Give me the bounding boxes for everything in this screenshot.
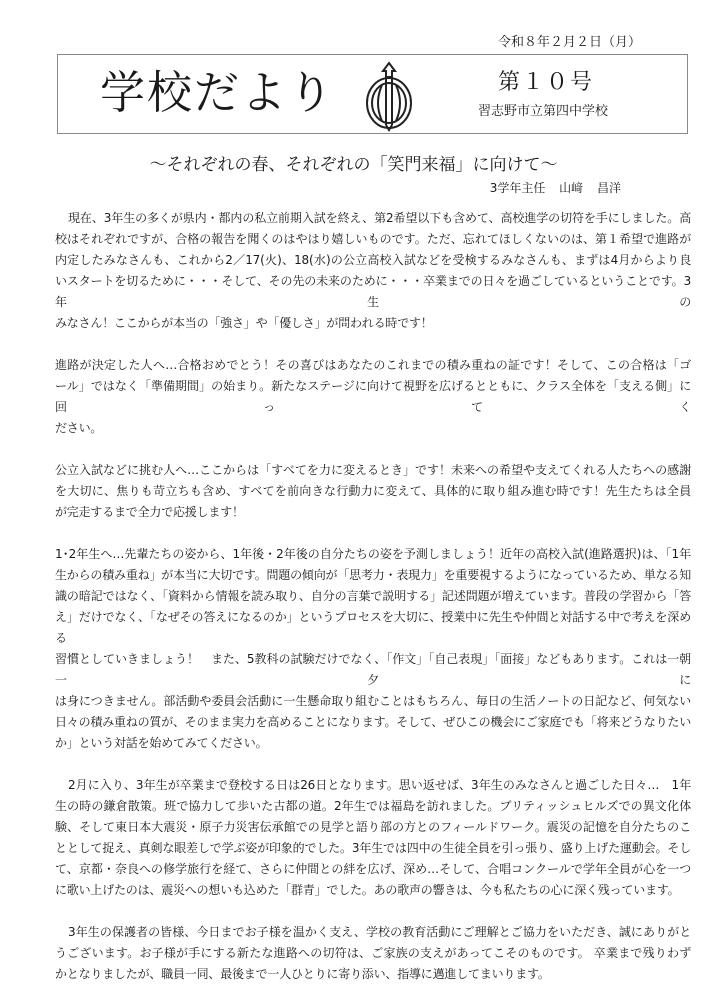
paragraph-line: 内定したみなさんも、これから2／17(火)、18(水)の公立高校入試などを受検するみなさんも、まずは4月からより良 [55,253,691,267]
paragraph [55,922,691,985]
paragraph-line: 1･2年生へ…先輩たちの姿から、1年後・2年後の自分たちの姿を予測しましょう！近年の高校入試(進路選択)は、「1年 [55,547,691,561]
paragraph-line: 3年生の保護者の皆様、今日までお子様を温かく支え、学校の教育活動にご理解とご協力をいただき、誠にありがと [68,925,691,939]
paragraph-line: は身につきません。部活動や委員会活動に一生懸命取り組むことはもちろん、毎日の生活ノートの日記など、何気ない [55,694,691,708]
masthead [57,54,688,134]
paragraph [55,775,691,901]
paragraph-line: 識の暗記ではなく、「資料から情報を読み取り、自分の言葉で説明する」記述問題が増えています。普段の学習から「答 [55,589,691,603]
newsletter-title: 学校だより [100,66,336,119]
paragraph-line: 験、そして東日本大震災・原子力災害伝承館での見学と語り部の方とのフィールドワーク。震災の記憶を自分たちのこ [55,820,691,834]
paragraph-line: ととして捉え、真剣な眼差しで学ぶ姿が印象的でした。3年生では四中の生徒全員を引っ張り、盛り上げた運動会。そし [55,841,691,855]
paragraph-line: 現在、3年生の多くが県内・都内の私立前期入試を終え、第2希望以下も含めて、高校進学の切符を手にしました。高 [68,211,691,225]
paragraph-line: 生からの積み重ね」が本当に大切です。問題の傾向が「思考力・表現力」を重要視するようになっているため、単なる知 [55,568,691,582]
article-body [55,208,691,1006]
school-emblem-icon [362,61,416,133]
paragraph-line: うございます。お子様が手にする新たな進路への切符は、ご家族の支えがあってこそのものです。 卒業まで残りわず [55,946,691,960]
paragraph [55,544,691,754]
paragraph-line: 生の時の鎌倉散策。班で協力して歩いた古都の道。2年生では福島を訪れました。ブリティッシュヒルズでの異文化体 [55,799,691,813]
article-subtitle: ～それぞれの春、それぞれの「笑門来福」に向けて～ [149,155,558,175]
paragraph-line: に歌い上げたのは、震災への想いも込めた「群青」でした。あの歌声の響きは、今も私たちの心に深く残っています。 [55,883,680,897]
paragraph-line: みなさん！ここからが本当の「強さ」や「優しさ」が問われる時です！ [55,316,433,330]
school-name: 習志野市立第四中学校 [478,104,609,119]
article-author: 3学年主任 山﨑 昌洋 [489,181,621,195]
issue-number: 第１０号 [498,70,595,95]
paragraph-line: 進路が決定した人へ…合格おめでとう！その喜びはあなたのこれまでの積み重ねの証です！そして、この合格は「ゴ [55,358,691,372]
paragraph-line: 公立入試などに挑む人へ…ここからは「すべてを力に変えるとき」です！未来への希望や支えてくれる人たちへの感謝 [55,463,691,477]
paragraph-line: いスタートを切るために・・・そして、その先の未来のために・・・卒業までの日々を過ごしているということです。3年生の [55,274,691,309]
paragraph-line: 2月に入り、3年生が卒業まで登校する日は26日となります。思い返せば、3年生のみなさんと過ごした日々… 1年 [68,778,691,792]
paragraph-line: え」だけでなく、「なぜその答えになるのか」というプロセスを大切に、授業中に先生や仲間と対話する中で考えを深める [55,610,691,645]
paragraph-line: 校はそれぞれですが、合格の報告を聞くのはやはり嬉しいものです。ただ、忘れてほしくないのは、第１希望で進路が [55,232,691,246]
paragraph-line: ール」ではなく「準備期間」の始まり。新たなステージに向けて視野を広げるとともに、クラス全体を「支える側」に回ってく [55,379,691,414]
issue-date: 令和８年２月２日（月） [497,35,641,50]
paragraph-line: 習慣としていきましょう！ また、5教科の試験だけでなく、「作文」「自己表現」「面接」などもあります。これは一朝一夕に [55,652,691,687]
paragraph [55,208,691,334]
paragraph-line: を大切に、焦りも苛立ちも含め、すべてを前向きな行動力に変えて、具体的に取り組み進む時です！先生たちは全員 [55,484,691,498]
paragraph-line: 日々の積み重ねの質が、そのまま実力を高めることになります。そして、ぜひこの機会にご家庭でも「将来どうなりたい [55,715,692,729]
paragraph-line: か」という対話を始めてみてください。 [55,736,268,750]
paragraph-line: が完走するまで全力で応援します！ [55,505,244,519]
paragraph-line: かとなりましたが、職員一同、最後まで一人ひとりに寄り添い、指導に邁進してまいります。 [55,967,550,981]
paragraph-line: ださい。 [55,421,103,435]
paragraph [55,355,691,439]
paragraph-line: て、京都・奈良への修学旅行を経て、さらに仲間との絆を広げ、深め…そして、合唱コンクールで学年全員が心を一つ [55,862,691,876]
paragraph [55,460,691,523]
